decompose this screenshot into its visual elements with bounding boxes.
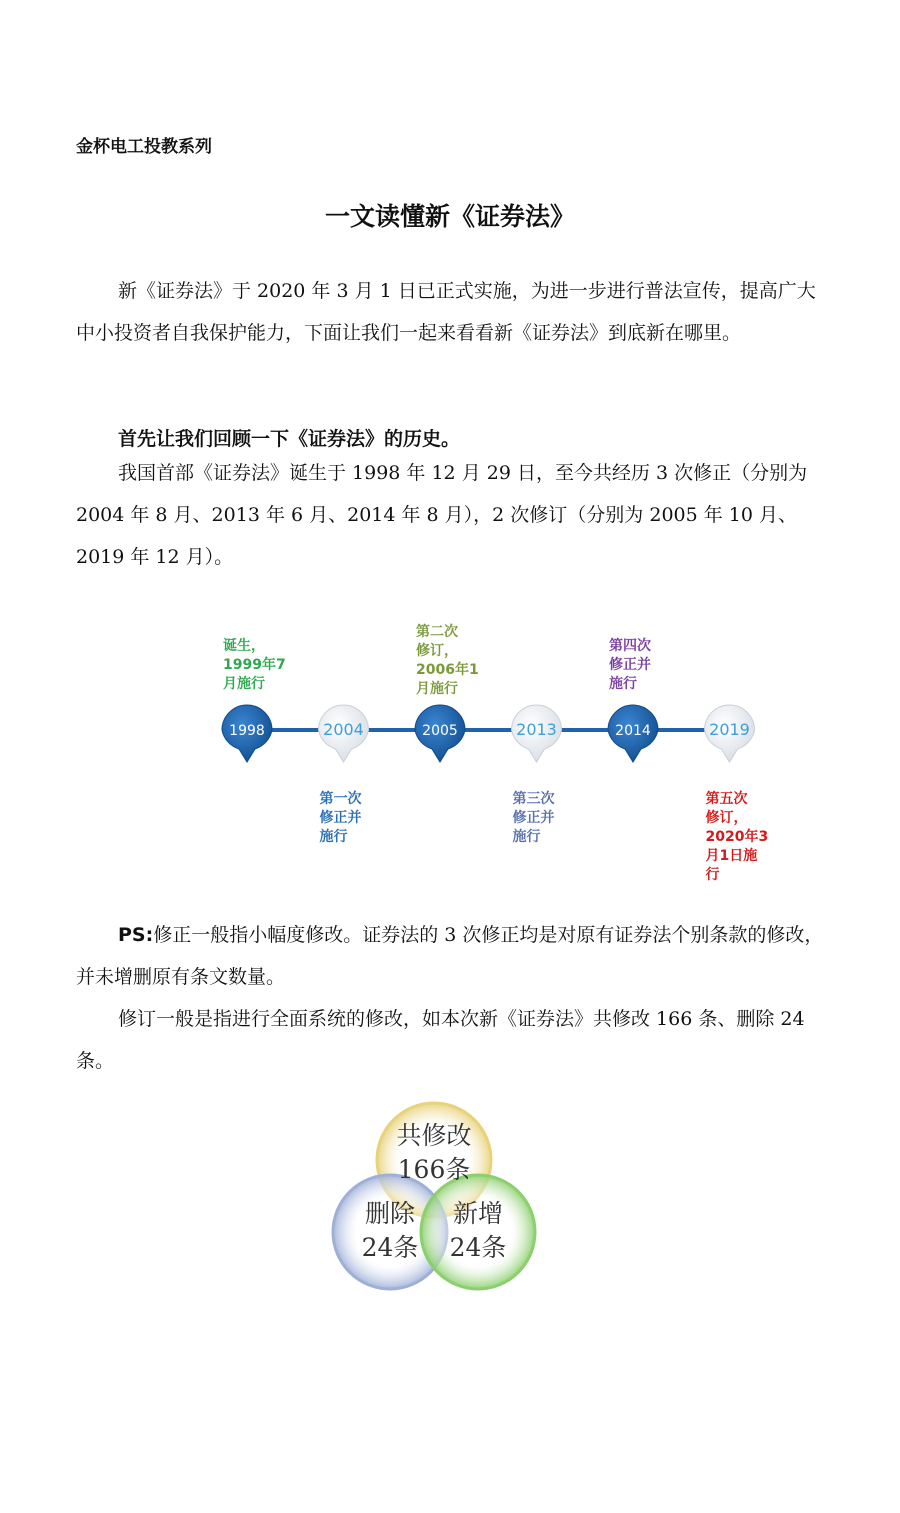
ps-paragraph <box>76 914 824 998</box>
timeline-year: 2005 <box>422 723 458 739</box>
timeline-node-2004 <box>319 705 369 845</box>
timeline-node-2014 <box>608 637 658 762</box>
venn-label-bottom: 24条 <box>361 1233 419 1262</box>
venn-label-bottom: 166条 <box>397 1155 471 1184</box>
timeline-year: 2004 <box>323 720 364 739</box>
timeline-label: 第五次修订， 2020年3 月1日施行 <box>705 791 769 883</box>
revision-venn-diagram <box>330 1098 560 1318</box>
ps-text: 修正一般指小幅度修改。证券法的 3 次修正均是对原有证券法个别条款的修改，并未增删原有条文数量。 <box>76 924 824 988</box>
timeline-label: 第四次修正并施行 <box>609 638 651 692</box>
timeline-nodes <box>222 623 768 883</box>
series-label: 金杯电工投教系列 <box>76 137 212 157</box>
timeline-year: 2013 <box>516 720 557 739</box>
page-title: 一文读懂新《证券法》 <box>324 202 575 231</box>
intro-paragraph <box>76 270 824 354</box>
timeline-year: 2014 <box>615 723 651 739</box>
ps-label: PS: <box>118 924 154 946</box>
timeline-label: 第三次修正并施行 <box>512 791 555 845</box>
revision-text: 修订一般是指进行全面系统的修改，如本次新《证券法》共修改 166 条、删除 24 条。 <box>76 1008 805 1072</box>
venn-circle-3 <box>421 1175 535 1289</box>
timeline-label: 诞生， 1999年7 月施行 <box>223 638 286 692</box>
history-paragraph <box>76 452 824 578</box>
revision-paragraph <box>76 998 824 1082</box>
timeline-node-2013 <box>512 705 562 845</box>
history-timeline <box>205 610 775 900</box>
venn-label-top: 共修改 <box>396 1121 472 1150</box>
history-heading-text: 首先让我们回顾一下《证券法》的历史。 <box>118 428 461 450</box>
timeline-year: 2019 <box>709 720 750 739</box>
venn-ring <box>421 1175 535 1289</box>
timeline-node-2019 <box>705 705 769 883</box>
history-text: 我国首部《证券法》诞生于 1998 年 12 月 29 日，至今共经历 3 次修正（分别为 2004 年 8 月、2013 年 6 月、2014 年 8 月），2 次修订（分别为 2005 年 10 月、2019 年 12 月）。 <box>76 462 808 568</box>
venn-label-bottom: 24条 <box>449 1233 507 1262</box>
timeline-node-1998 <box>222 637 286 762</box>
venn-label-top: 删除 <box>364 1199 416 1228</box>
venn-label-top: 新增 <box>452 1199 504 1228</box>
intro-text: 新《证券法》于 2020 年 3 月 1 日已正式实施，为进一步进行普法宣传，提高广大中小投资者自我保护能力，下面让我们一起来看看新《证券法》到底新在哪里。 <box>76 280 816 344</box>
timeline-year: 1998 <box>229 723 265 739</box>
timeline-node-2005 <box>415 623 479 762</box>
timeline-label: 第二次修订， 2006年1 月施行 <box>416 624 479 697</box>
timeline-label: 第一次修正并施行 <box>319 791 362 845</box>
